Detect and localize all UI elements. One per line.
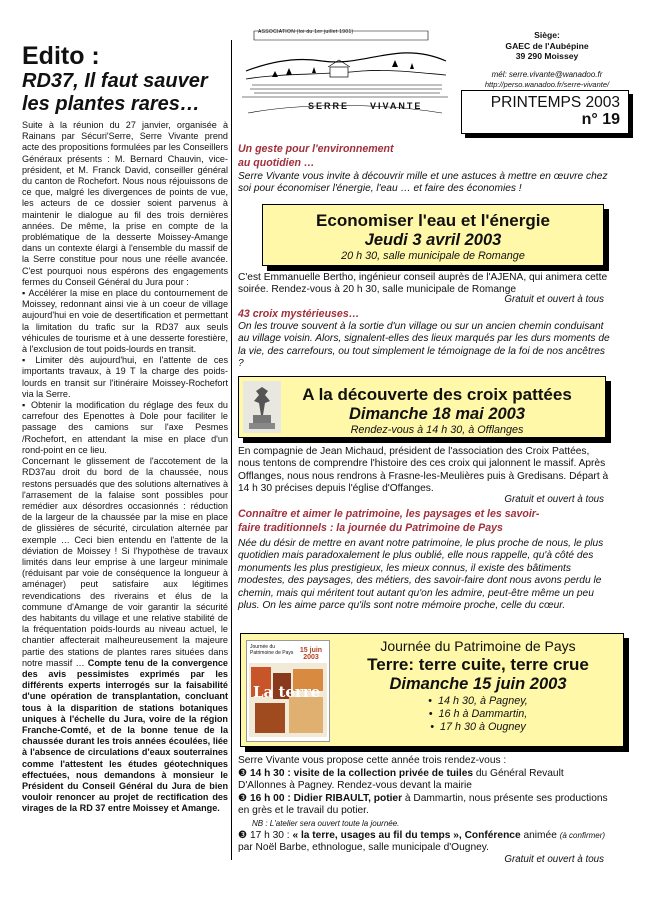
edito-bullet-2: ▪ Limiter dès aujourd'hui, en l'attente de ces importants travaux, à 19 T la charge des poids-lourds en transit sur l'itinéraire Moissey-Rochefort via la Serre. [22,355,228,399]
logo-name-right: VIVANTE [370,101,423,111]
season-label: PRINTEMPS 2003 [490,94,620,111]
poster-title: Journée du Patrimoine de Pays [250,644,294,656]
patrimoine-box-sub: Terre: terre cuite, terre crue [367,655,589,674]
list-item: • 14 h 30, à Pagney, [428,695,528,707]
croix-box-date: Dimanche 18 mai 2003 [348,405,526,423]
siege-block [472,30,622,91]
env-box-place: 20 h 30, salle municipale de Romange [341,250,525,262]
edito-bullet-3: ▪ Obtenir la modification du réglage des feux du carrefour des Epenottes à Dole pour faciliter le passage des camions sur l'axe Pesmes /Rochefort, en attendant la mise en place d'un rond-point en ce lieu. [22,400,228,455]
program-item-2: ❸ 16 h 00 : Didier RIBAULT, potier à Dammartin, nous présente ses productions en grès et le travail du potier. [238,792,608,817]
patrimoine-box-title: Journée du Patrimoine de Pays [380,638,576,654]
website-link[interactable]: http://perso.wanadoo.fr/serre-vivante/ [484,80,610,89]
cross-photo [243,381,281,433]
env-after: C'est Emmanuelle Bertho, ingénieur conseil auprès de l'AJENA, qui animera cette soirée. Rendez-vous à 20 h 30, salle municipale de Romange [238,272,608,296]
patrimoine-heading-2: faire traditionnels : la journée du Patrimoine de Pays [238,522,503,534]
patrimoine-poster [246,640,330,742]
patrimoine-program [238,768,612,855]
edito-subtitle: RD37, Il faut sauver les plantes rares… [22,70,208,115]
siege-title: Siège: [534,30,560,40]
patrimoine-box-list [333,695,623,734]
croix-intro: On les trouve souvent à la sortie d'un village ou sur un ancien chemin conduisant au village voisin. Alors, signalent-elles des lieux marqués par les durs moments de la vie, des carrefours, ou tout simplement le témoignage de la foi de nos ancêtres ? [238,321,610,370]
stone-cross-icon [243,381,281,433]
logo-banner: ASSOCIATION (loi du 1er juillet 1901) [258,29,354,35]
issue-number: n° 19 [581,111,620,128]
program-item-1: ❸ 14 h 30 : visite de la collection privée de tuiles du Général Revault D'Allonnes à Pagney. Rendez-vous devant la mairie [238,768,564,792]
env-box-title: Economiser l'eau et l'énergie [316,211,550,230]
env-heading-2: au quotidien … [238,157,315,169]
logo-name-left: SERRE [308,101,350,111]
patrimoine-free: Gratuit et ouvert à tous [504,854,604,865]
list-item: • 16 h à Dammartin, [428,708,528,720]
croix-event-box [238,376,606,438]
patrimoine-program-intro: Serre Vivante vous propose cette année trois rendez-vous : [238,755,507,766]
column-divider [231,40,232,860]
env-heading-1: Un geste pour l'environnement [238,143,394,155]
env-intro: Serre Vivante vous invite à découvrir mille et une astuces à mettre en œuvre chez soi pour économiser l'énergie, l'eau … et faire des économies ! [238,171,608,195]
issue-box [461,90,629,134]
patrimoine-box-date: Dimanche 15 juin 2003 [389,675,567,693]
patrimoine-heading-1: Connaître et aimer le patrimoine, les paysages et les savoir- [238,508,540,520]
edito-bullet-1: ▪ Accélérer la mise en place du contournement de Moissey, redonnant ainsi vie à un coeur de village aujourd'hui en voie de desertification et permettant la limitation du trafic sur la RD37 aux seuls véhicules de tourisme et à une desserte forestière, à l'exclusion de tout poids-lourds en transit. [22,288,228,355]
edito-title: Edito : [22,42,100,70]
env-free: Gratuit et ouvert à tous [504,294,604,305]
croix-box-place: Rendez-vous à 14 h 30, à Offlanges [350,424,524,436]
poster-word: La terre [253,683,321,701]
env-event-box [262,204,604,266]
association-logo [242,27,448,117]
patrimoine-intro: Née du désir de mettre en avant notre patrimoine, le plus proche de nous, le plus quotidien mais paradoxalement le plus oublié, elle nous rappelle, qu'à côté des monuments les plus prestigieux, les mieux connus, il existe des bâtiments modestes, des paysages, des métiers, des savoir-faire dont nous avons perdu le chemin, mais qui méritent tout autant qu'on les admire, peut-être même un peu plus. On les aime parce qu'ils sont notre mémoire proche, celle du cœur. [238,538,604,612]
list-item: • 17 h 30 à Ougney [430,721,526,733]
croix-box-title: A la découverte des croix pattées [302,385,572,404]
edito-paragraph-1: Suite à la réunion du 27 janvier, organisée à Rainans par Sécuri'Serre, Serre Vivante prend acte des propositions formulées par les Conseillers Généraux présents : M. Bernard Chauvin, vice-président, et M. Franck David, conseiller général du canton de Rochefort. Nous nous réjouissons de ce que, malgré les divergences de points de vue, les acteurs de ce dossier soient parvenus à maintenir le dialogue au fil des trois dernières années. De même, la prise en compte de la problématique de la desserte Moissey-Amange dans un contexte élargi à l'ensemble du massif de la Serre constitue pour nous une réelle avancée. C'est pourquoi nous espérons des engagements fermes du Conseil Général du Jura pour : [22,120,228,287]
siege-line-1: GAEC de l'Aubépine [505,40,589,51]
patrimoine-box-text [333,638,623,734]
patrimoine-event-box [240,633,624,747]
siege-line-2: 39 290 Moissey [515,51,579,61]
program-item-3: ❸ 17 h 30 : « la terre, usages au fil du temps », Conférence animée (à confirmer) par Noël Barbe, ethnologue, salle municipale d'Ougney. [238,830,606,854]
patrimoine-heading [238,507,618,535]
edito-p2-bold: Compte tenu de la convergence des avis pessimistes exprimés par les différents experts interrogés sur la faisabilité d'une opération de transplantation, concluant tous à la disparition de stations botaniques uniques à l'échelle du Jura, voire de la région Franche-Comté, et de la bonne tenue de la chaussée durant les trois années écoulées, liée à l'absence de circulations d'eaux souterraines comme l'attestent les études géotechniques effectuées, nous demandons à monsieur le Président du Conseil Général du Jura de bien vouloir renoncer au projet de rectification des virages de la RD 37 entre Moissey et Amange. [22,657,228,814]
env-heading [238,142,618,170]
edito-p2-normal: Concernant le glissement de l'accotement de la RD37au droit du bord de la chaussée, nous restons persuadés que des solutions alternatives à l'arrasement de la falaise sont possibles pour remédier aux désordres occasionnés : réduction de la largeur de la chaussée par la mise en place de glissières de sécurité, circulation alternée par exemple … Ceci bien entendu en l'attente de la déviation de Moissey ! Si l'hypothèse de travaux limités dans leur emprise à une largeur minimale (réduisant par voie de conséquence la longueur à aménager) peut satisfaire aux légitimes revendications des riverains et élus de la commune d'Amange de voir garantir la sécurité des habitants du village et une relative stabilité de la fréquentation poids-lourds au niveau actuel, le chantier affecterait malheureusement la majeure partie des stations de plantes rares situées dans notre massif … [22,456,228,668]
program-note: NB : L'atelier sera ouvert toute la journée. [252,818,400,828]
contact-email[interactable]: mél: serre.vivante@wanadoo.fr [491,69,603,79]
edito-body [22,120,228,815]
poster-date: 15 juin 2003 [299,647,323,661]
edito-paragraph-2 [22,456,228,815]
croix-free: Gratuit et ouvert à tous [504,494,604,505]
croix-heading: 43 croix mystérieuses… [238,308,360,320]
croix-after: En compagnie de Jean Michaud, président de l'association des Croix Pattées, nous tentons de comprendre l'histoire des ces croix qui jalonnent le massif. Après Offlanges, nous nous rendrons à Frasne-les-Meulières puis à Gredisans. Départ à 14 h 30 précises depuis l'église d'Offanges. [238,446,609,495]
env-box-date: Jeudi 3 avril 2003 [364,231,502,249]
